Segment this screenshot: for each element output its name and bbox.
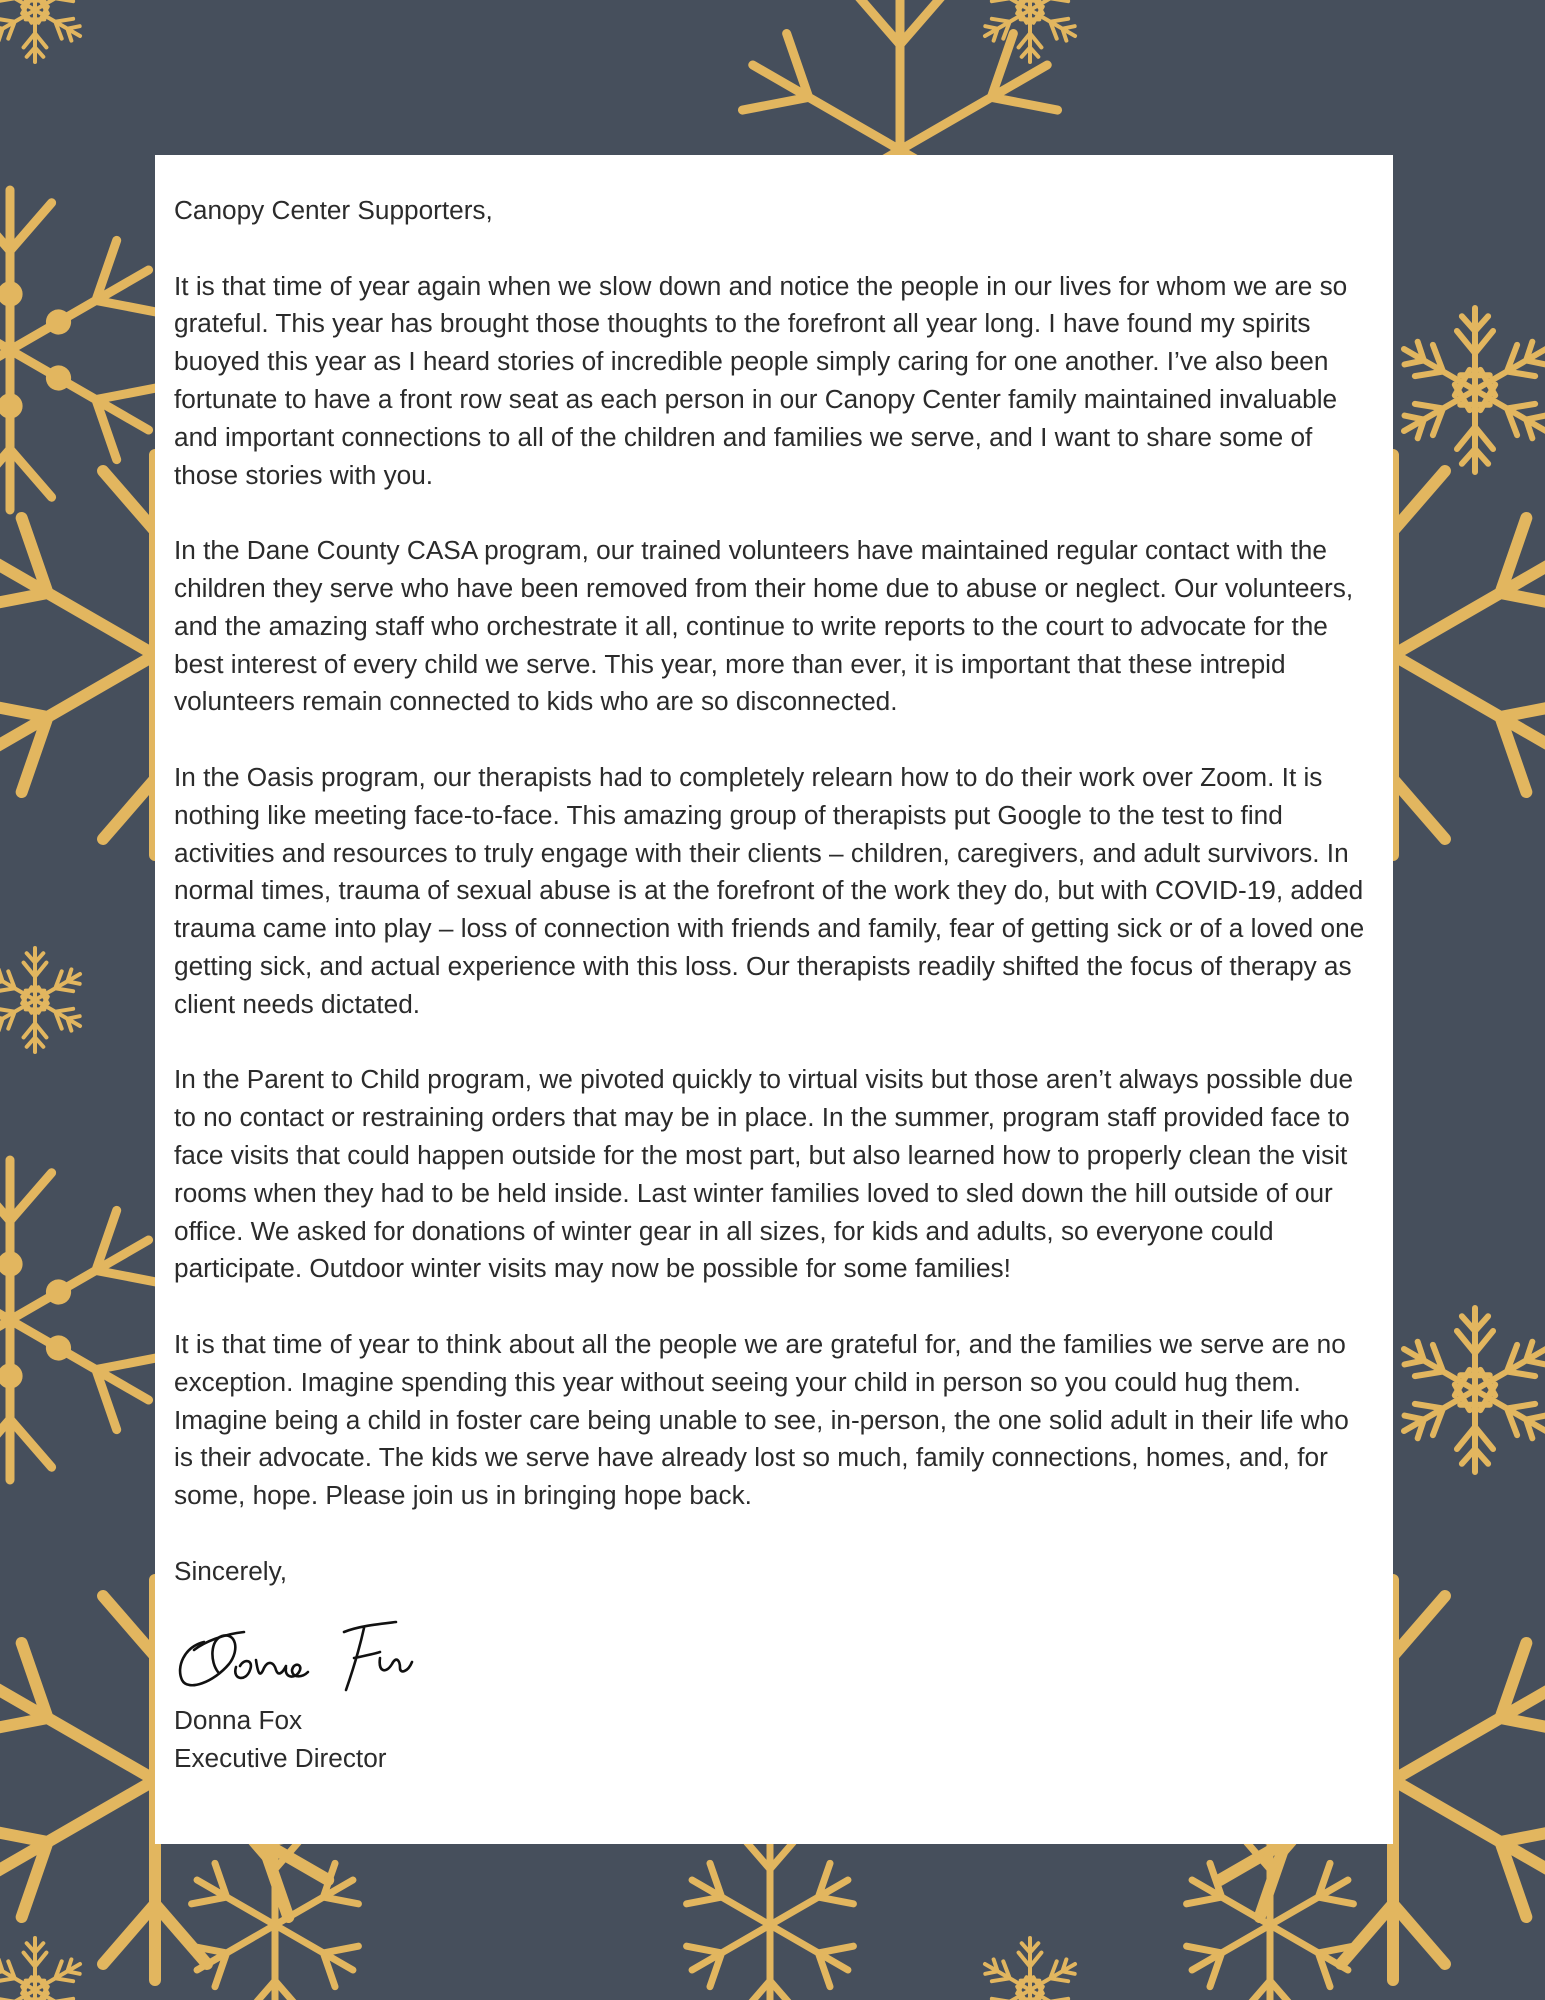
snowflake-icon bbox=[1395, 1308, 1545, 1472]
snowflake-icon bbox=[185, 1835, 364, 2000]
snowflake-icon bbox=[0, 1160, 169, 1480]
signer-name: Donna Fox bbox=[174, 1705, 303, 1736]
paragraph-intro: It is that time of year again when we slow down and notice the people in our lives for whom we are so grateful. This year has brought those thoughts to the forefront all year long. I have found my spirits buoyed this year as I heard stories of incredible people simply caring for one another. I’ve also been fortunate to have a front row seat as each person in our Canopy Center family maintained invaluable and important connections to all of the children and families we serve, and I want to share some of those stories with you. bbox=[174, 270, 1348, 490]
letter-card bbox=[155, 155, 1393, 1844]
snowflake-icon bbox=[0, 190, 169, 510]
paragraph-casa: In the Dane County CASA program, our trained volunteers have maintained regular contact with the children they serve who have been removed from their home due to abuse or neglect. Our volunteers, and the amazing staff who orchestrate it all, continue to write reports to the court to advocate for the best interest of every child we serve. This year, more than ever, it is important that these intrepid volunteers remain connected to kids who are so disconnected. bbox=[174, 535, 1354, 717]
paragraph-oasis: In the Oasis program, our therapists had to completely relearn how to do their work over Zoom. It is nothing like meeting face-to-face. This amazing group of therapists put Google to the test to find activities and resources to truly engage with their clients – children, caregivers, and adult survivors. In normal times, trauma of sexual abuse is at the forefront of the work they do, but with COVID-19, added trauma came into play – loss of connection with friends and family, fear of getting sick or of a loved one getting sick, and actual experience with this loss. Our therapists readily shifted the focus of therapy as client needs dictated. bbox=[174, 761, 1365, 1019]
snowflake-icon bbox=[1395, 308, 1545, 472]
snowflake-icon bbox=[0, 1938, 86, 2000]
signer-title: Executive Director bbox=[174, 1743, 387, 1774]
letter-body bbox=[174, 192, 1373, 1778]
closing: Sincerely, bbox=[174, 1555, 288, 1586]
signature-image bbox=[174, 1612, 474, 1702]
snowflake-icon bbox=[1180, 1835, 1359, 2000]
snowflake-icon bbox=[979, 1938, 1081, 2000]
snowflake-icon bbox=[0, 948, 86, 1052]
paragraph-parent-to-child: In the Parent to Child program, we pivoted quickly to virtual visits but those aren’t always possible due to no contact or restraining orders that may be in place. In the summer, program staff provided face to face visits that could happen outside for the most part, but also learned how to properly clean the visit rooms when they had to be held inside. Last winter families loved to sled down the hill outside of our office. We asked for donations of winter gear in all sizes, for kids and adults, so everyone could participate. Outdoor winter visits may now be possible for some families! bbox=[174, 1064, 1354, 1284]
salutation: Canopy Center Supporters, bbox=[174, 195, 493, 225]
snowflake-icon bbox=[0, 0, 86, 62]
snowflake-icon bbox=[979, 0, 1081, 62]
paragraph-closing: It is that time of year to think about all the people we are grateful for, and the families we serve are no exception. Imagine spending this year without seeing your child in person so you could hug them. Imagine being a child in foster care being unable to see, in-person, the one solid adult in their life who is their advocate. The kids we serve have already lost so much, family connections, homes, and, for some, hope. Please join us in bringing hope back. bbox=[174, 1328, 1349, 1511]
snowflake-icon bbox=[680, 1835, 859, 2000]
